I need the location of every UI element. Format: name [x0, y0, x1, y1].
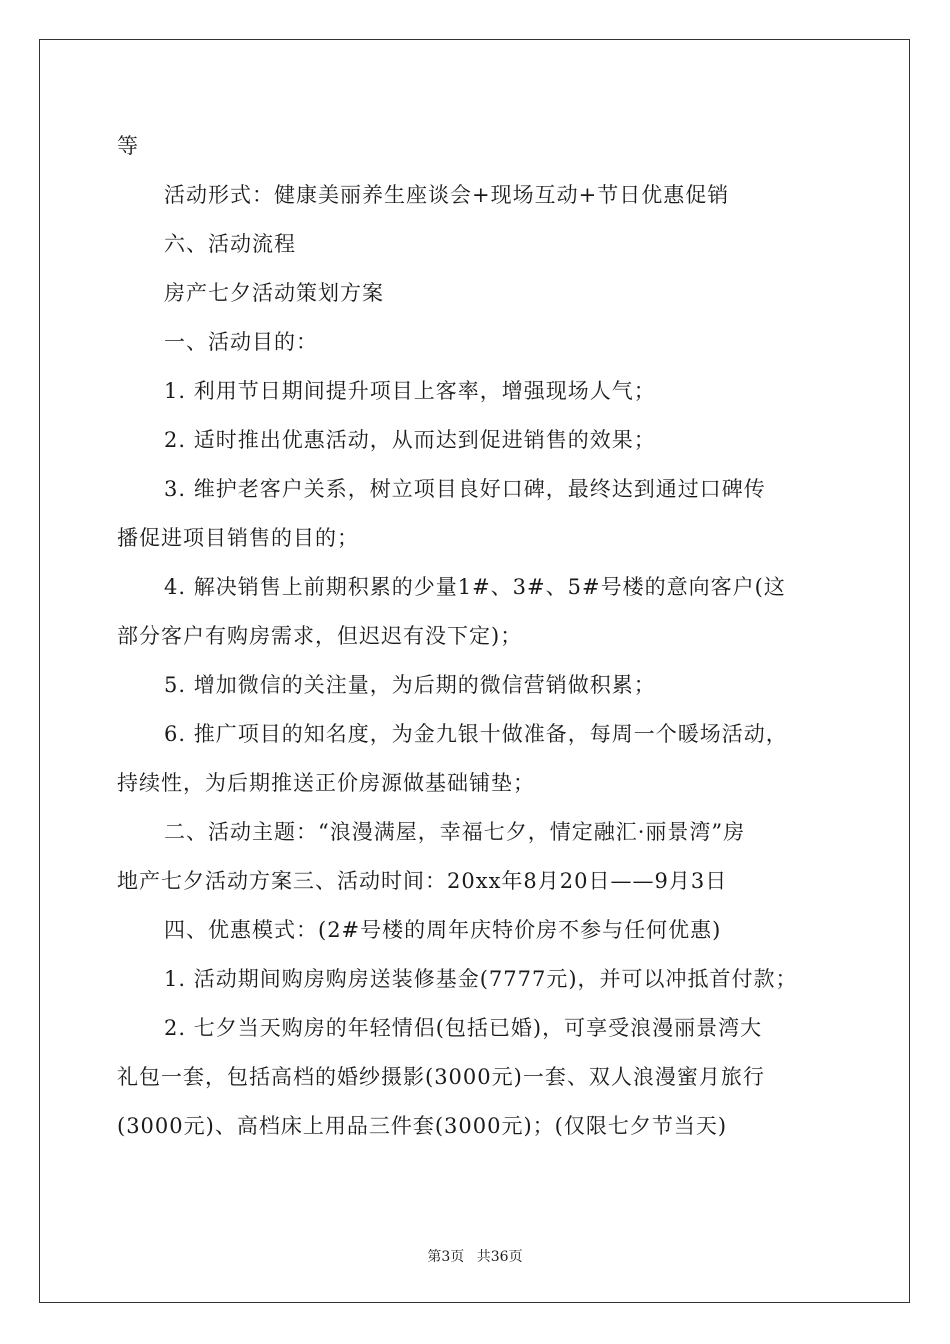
text-line: 5. 增加微信的关注量，为后期的微信营销做积累； [164, 673, 656, 697]
text-line: 1. 利用节日期间提升项目上客率，增强现场人气； [164, 379, 656, 403]
text-line: 1. 活动期间购房购房送装修基金(7777元)，并可以冲抵首付款； [164, 967, 798, 991]
text-line: 6. 推广项目的知名度，为金九银十做准备，每周一个暖场活动， [164, 722, 788, 746]
text-line: 4. 解决销售上前期积累的少量1#、3#、5#号楼的意向客户(这 [164, 575, 786, 599]
text-line: 等 [117, 134, 139, 158]
text-line: 礼包一套，包括高档的婚纱摄影(3000元)一套、双人浪漫蜜月旅行 [117, 1065, 765, 1089]
text-line: 四、优惠模式：(2#号楼的周年庆特价房不参与任何优惠) [164, 918, 722, 942]
text-line: 播促进项目销售的目的； [117, 526, 359, 550]
document-body [117, 122, 837, 1151]
text-line: 持续性，为后期推送正价房源做基础铺垫； [117, 771, 535, 795]
page-total: 共36页 [476, 1249, 523, 1265]
text-line: 活动形式：健康美丽养生座谈会+现场互动+节日优惠促销 [164, 183, 730, 207]
text-line: 2. 七夕当天购房的年轻情侣(包括已婚)，可享受浪漫丽景湾大 [164, 1016, 763, 1040]
page-footer [0, 1246, 950, 1266]
text-line: (3000元)、高档床上用品三件套(3000元)；(仅限七夕节当天) [117, 1114, 728, 1138]
section-heading: 六、活动流程 [164, 232, 296, 256]
page-number: 第3页 [427, 1249, 465, 1265]
text-line: 地产七夕活动方案三、活动时间：20xx年8月20日——9月3日 [117, 869, 728, 893]
text-line: 3. 维护老客户关系，树立项目良好口碑，最终达到通过口碑传 [164, 477, 766, 501]
text-line: 2. 适时推出优惠活动，从而达到促进销售的效果； [164, 428, 656, 452]
section-heading: 房产七夕活动策划方案 [164, 281, 384, 305]
text-line: 部分客户有购房需求，但迟迟有没下定)； [117, 624, 523, 648]
section-heading: 一、活动目的： [164, 330, 318, 354]
text-line: 二、活动主题：“浪漫满屋，幸福七夕，情定融汇·丽景湾”房 [164, 820, 746, 844]
